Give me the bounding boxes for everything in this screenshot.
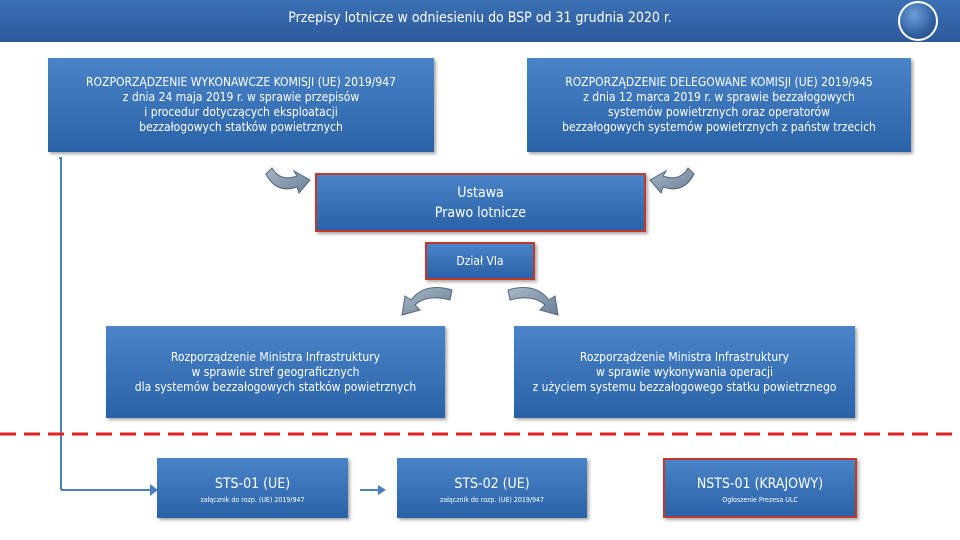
sts01-subtitle: załącznik do rozp. (UE) 2019/947: [200, 496, 305, 504]
dzial-label: Dział VIa: [456, 253, 504, 268]
page-title: Przepisy lotnicze w odniesieniu do BSP od 31 grudnia 2020 r.: [288, 10, 672, 26]
geographic-zones-line: dla systemów bezzałogowych statków powietrznych: [134, 379, 417, 394]
operations-line: w sprawie wykonywania operacji: [596, 364, 773, 379]
regulation-947-line: i procedur dotyczących eksploatacji: [144, 105, 338, 119]
curved-arrow-right-mid-icon: [508, 288, 558, 315]
operations-line: z użyciem systemu bezzałogowego statku powietrznego: [532, 379, 837, 394]
operations-line: Rozporządzenie Ministra Infrastruktury: [579, 349, 790, 364]
curved-arrow-left-mid-icon: [402, 288, 452, 315]
regulation-945-line: systemów powietrznych oraz operatorów: [608, 105, 830, 119]
sts02-box: [397, 458, 587, 518]
regulation-945-line: bezzałogowych systemów powietrznych z państw trzecich: [562, 120, 876, 134]
regulation-945-line: z dnia 12 marca 2019 r. w sprawie bezzałogowych: [583, 90, 855, 104]
regulation-947-line: bezzałogowych statków powietrznych: [139, 120, 343, 134]
regulation-945-box: [527, 58, 911, 152]
nsts01-box: [663, 458, 857, 518]
curved-arrow-left-top-icon: [266, 168, 310, 193]
geographic-zones-line: w sprawie stref geograficznych: [191, 364, 360, 379]
nsts01-subtitle: Ogłoszenie Prezesa ULC: [722, 496, 798, 504]
geographic-zones-line: Rozporządzenie Ministra Infrastruktury: [170, 349, 381, 364]
sts01-box: [157, 458, 348, 518]
operations-regulation-box: [514, 326, 855, 418]
ustawa-box: [315, 173, 646, 232]
dzial-box: [425, 242, 535, 280]
sts02-subtitle: załącznik do rozp. (UE) 2019/947: [439, 496, 545, 504]
sts01-title: STS-01 (UE): [214, 476, 291, 492]
regulation-947-box: [48, 58, 434, 152]
sts-arrowhead-icon: [378, 485, 386, 495]
curved-arrow-right-top-icon: [650, 168, 694, 193]
regulation-947-line: z dnia 24 maja 2019 r. w sprawie przepisów: [122, 90, 360, 104]
regulation-947-line: ROZPORZĄDZENIE WYKONAWCZE KOMISJI (UE) 2019/947: [86, 75, 396, 89]
nsts01-title: NSTS-01 (KRAJOWY): [696, 476, 824, 492]
regulation-945-line: ROZPORZĄDZENIE DELEGOWANE KOMISJI (UE) 2019/945: [565, 75, 873, 89]
ustawa-line: Ustawa: [457, 184, 504, 201]
geographic-zones-regulation-box: [106, 326, 445, 418]
ustawa-line: Prawo lotnicze: [434, 204, 527, 221]
sts02-title: STS-02 (UE): [454, 476, 530, 492]
